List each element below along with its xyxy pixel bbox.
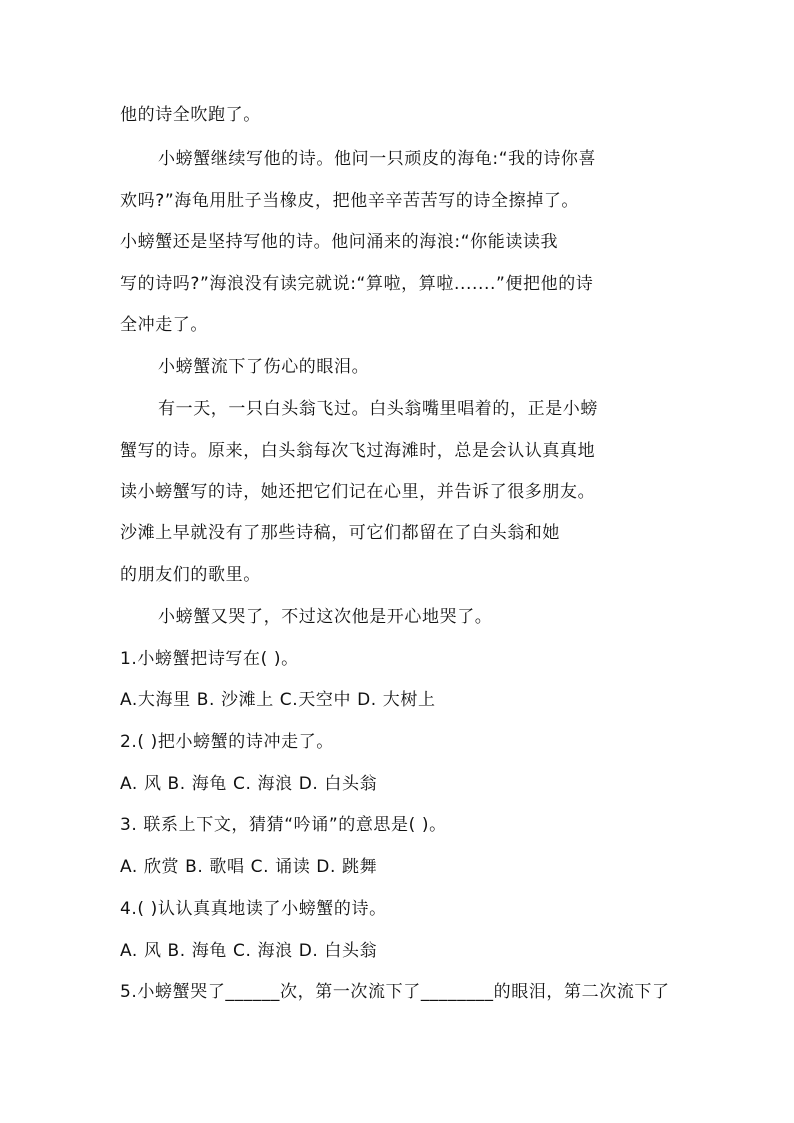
- story-line-1: 他的诗全吹跑了。: [120, 105, 261, 125]
- question-2: 2.( )把小螃蟹的诗冲走了。: [120, 732, 334, 752]
- question-4-options: A. 风 B. 海龟 C. 海浪 D. 白头翁: [120, 941, 378, 961]
- question-1-options: A.大海里 B. 沙滩上 C.天空中 D. 大树上: [120, 690, 436, 710]
- story-line-3: 欢吗?”海龟用肚子当橡皮，把他辛辛苦苦写的诗全擦掉了。: [120, 191, 580, 211]
- question-1: 1.小螃蟹把诗写在( )。: [120, 649, 299, 669]
- story-line-8: 有一天，一只白头翁飞过。白头翁嘴里唱着的，正是小螃: [158, 399, 598, 419]
- story-line-6: 全冲走了。: [120, 315, 208, 335]
- question-5: 5.小螃蟹哭了______次，第一次流下了________的眼泪，第二次流下了: [120, 982, 670, 1002]
- question-4: 4.( )认认真真地读了小螃蟹的诗。: [120, 899, 387, 919]
- story-line-11: 沙滩上早就没有了那些诗稿，可它们都留在了白头翁和她: [120, 523, 560, 543]
- story-line-13: 小螃蟹又哭了，不过这次他是开心地哭了。: [158, 607, 493, 627]
- story-line-5: 写的诗吗?”海浪没有读完就说:“算啦，算啦.......”便把他的诗: [120, 274, 594, 294]
- story-line-2: 小螃蟹继续写他的诗。他问一只顽皮的海龟:“我的诗你喜: [158, 149, 597, 169]
- story-line-4: 小螃蟹还是坚持写他的诗。他问涌来的海浪:“你能读读我: [120, 232, 559, 252]
- story-line-12: 的朋友们的歌里。: [120, 565, 261, 585]
- story-line-7: 小螃蟹流下了伤心的眼泪。: [158, 357, 370, 377]
- question-2-options: A. 风 B. 海龟 C. 海浪 D. 白头翁: [120, 774, 378, 794]
- story-line-10: 读小螃蟹写的诗，她还把它们记在心里，并告诉了很多朋友。: [120, 482, 596, 502]
- story-line-9: 蟹写的诗。原来，白头翁每次飞过海滩时，总是会认认真真地: [120, 441, 596, 461]
- question-3: 3. 联系上下文，猜猜“吟诵”的意思是( )。: [120, 815, 447, 835]
- question-3-options: A. 欣赏 B. 歌唱 C. 诵读 D. 跳舞: [120, 857, 378, 877]
